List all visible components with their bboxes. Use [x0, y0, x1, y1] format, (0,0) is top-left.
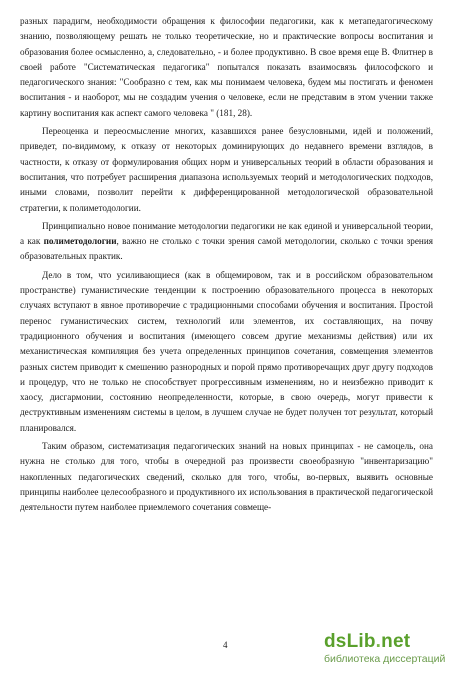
emphasized-term: полиметодологии	[43, 236, 117, 247]
paragraph-3-end: , важно не столько с точки зрения самой методологии, сколько с точки зрения образовательных практик.	[20, 236, 433, 262]
paragraph-5: Таким образом, систематизация педагогических знаний на новых принципах - не самоцель, она нужна не столько для того, чтобы в очередной раз произвести своеобразную "инвентаризацию" накопленных педагогических сведений, сколько для того, чтобы, во-первых, выявить основные принципы наиболее целесообразного и продуктивного их использования в практической педагогической деятельности путем наиболее приемлемого сочетания совмеще-	[20, 441, 433, 513]
paragraph-2: Переоценка и переосмысление многих, казавшихся ранее безусловными, идей и положений, приведет, по-видимому, к отказу от некоторых доминирующих до недавнего времени взглядов, в частности, к отказу от формулирования общих норм и универсальных теорий в области образования и воспитания, что потребует расширения диапазона используемых теорий и методологических подходов, иными словами, позволит перейти к дифференцированной методологической образовательной стратегии, к полиметодологии.	[20, 126, 433, 213]
watermark-logo-tld: net	[381, 631, 411, 652]
paragraph-4: Дело в том, что усиливающиеся (как в общемировом, так и в российском образовательном пространстве) гуманистические тенденции к построению образовательного процесса в некоторых случаях вступают в явное противоречие с традиционными способами обучения и воспитания. Простой перенос гуманистических систем, технологий или элементов, их составляющих, на почву традиционного обучения и воспитания (имеющего совсем другие механизмы действия) или их механистическая компиляция без учета определенных принципов сочетания, совмещения элементов разных систем приводит к смешению разнородных и порой прямо противоречащих друг другу подходов и процедур, что не только не способствует прогрессивным изменениям, но и неизбежно приводит к хаосу, дисгармонии, состоянию неопределенности, которые, в свою очередь, могут привести к деструктивным изменениям системы в целом, в лучшем случае не будет получен тот результат, который планировался.	[20, 269, 433, 433]
body-text	[20, 14, 433, 516]
watermark-logo-main: dsLib	[324, 631, 376, 652]
paragraph-3	[20, 219, 433, 265]
watermark-logo-dot: .	[375, 631, 382, 652]
watermark-logo	[324, 631, 410, 653]
paragraph-1: разных парадигм, необходимости обращения к философии педагогики, как к метапедагогическому знанию, позволяющему решать не только теоретические, но и практические вопросы воспитания и образования более осмысленно, а, следовательно, - и более продуктивно. В свое время еще В. Флитнер в своей работе "Систематическая педагогика" попытался показать взаимосвязь философского и педагогического знания: "Сообразно с тем, как мы понимаем человека, будем мы постигать и феномен воспитания - и наоборот, мы не создадим учения о человеке, если не представим в этом учении также картину воспитания как аспект самого человека " (181, 28).	[20, 16, 433, 118]
watermark-subtitle: библиотека диссертаций	[324, 653, 446, 665]
page-number: 4	[223, 640, 228, 650]
dslib-watermark	[324, 631, 446, 673]
paragraph-3-start: Принципиально новое понимание методологии педагогики не как единой и универсальной теории, а как	[20, 220, 433, 247]
